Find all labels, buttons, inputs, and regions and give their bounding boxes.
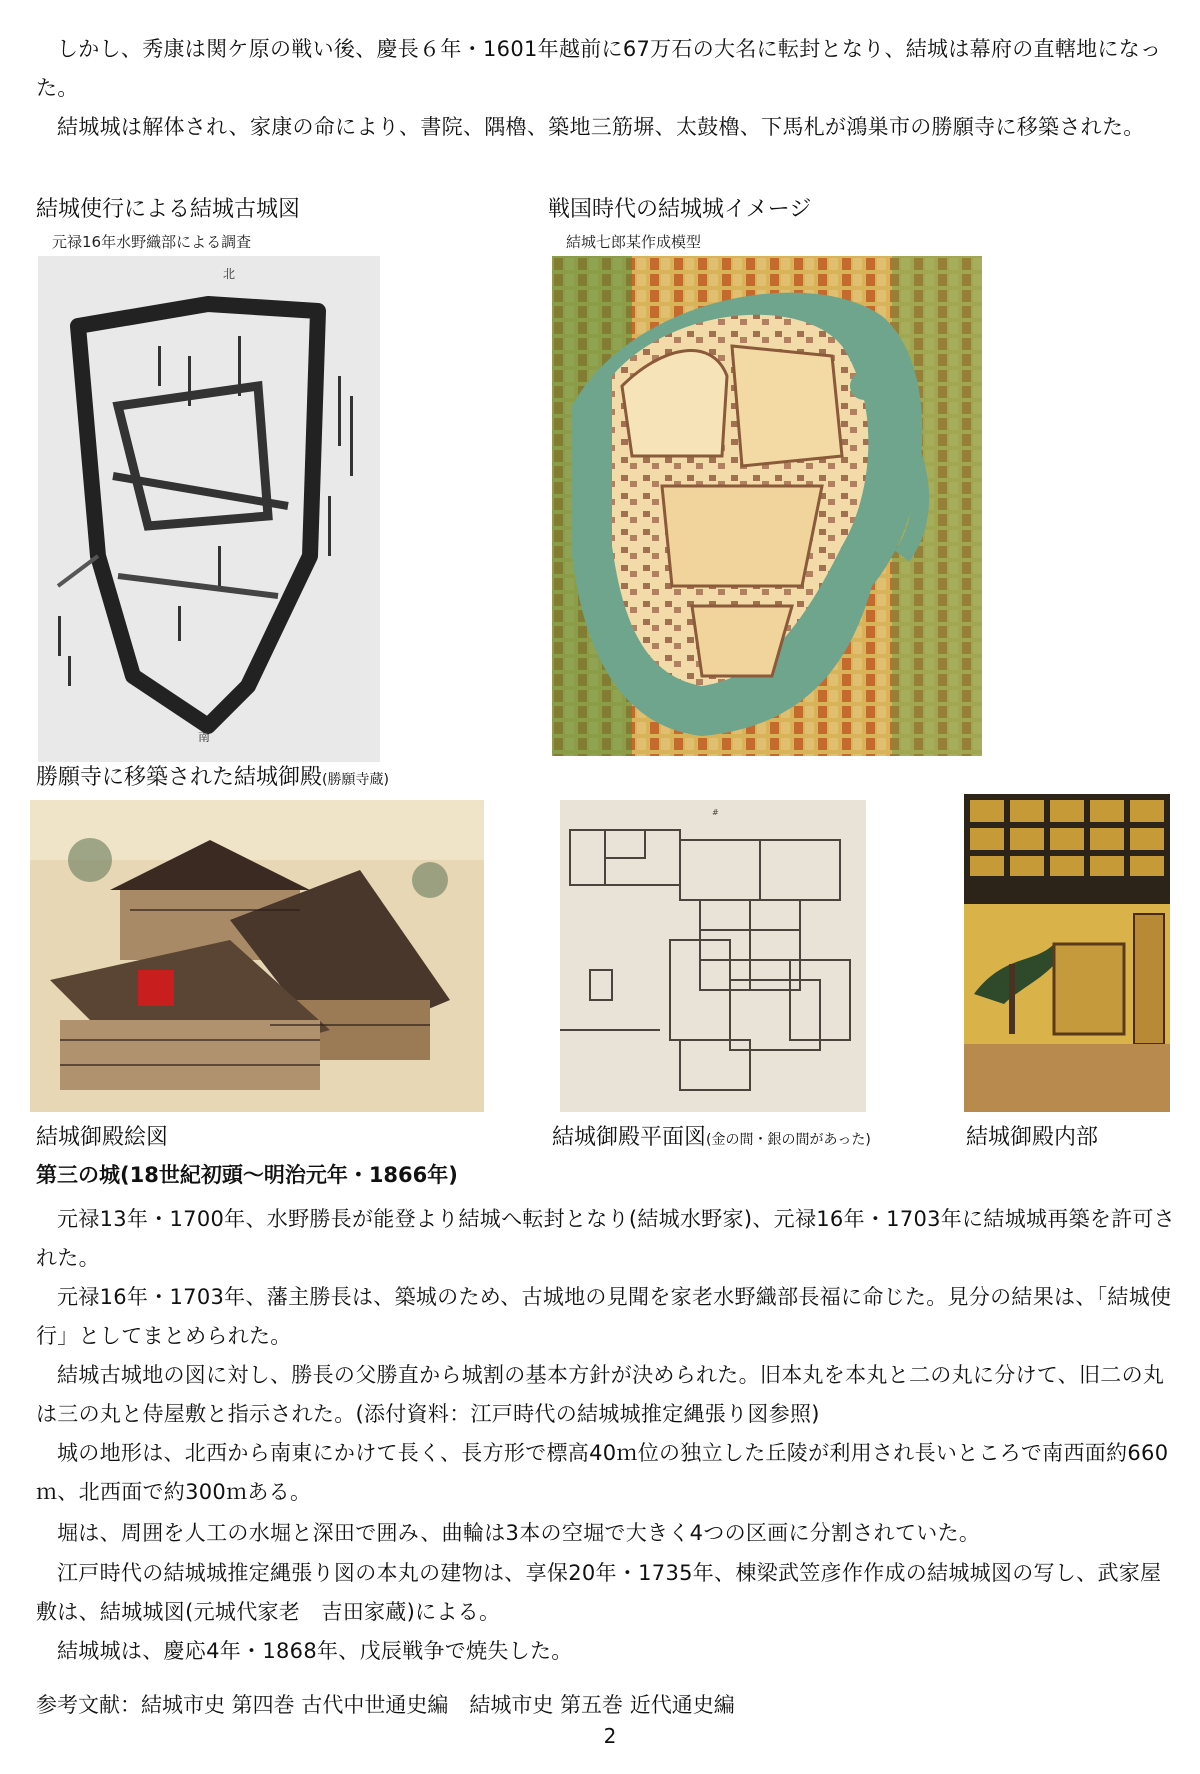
- references: 参考文献：結城市史 第四巻 古代中世通史編 結城市史 第五巻 近代通史編: [36, 1693, 735, 1717]
- palace-floor-plan-image: [560, 800, 866, 1112]
- old-map-subcaption: 元禄16年水野織部による調査: [52, 233, 252, 251]
- palace-section-caption: [36, 764, 389, 794]
- svg-text:南: 南: [198, 730, 211, 744]
- intro-paragraph-1: しかし、秀康は関ケ原の戦い後、慶長６年・1601年越前に67万石の大名に転封となり、結城は幕府の直轄地になった。: [36, 37, 1162, 100]
- palace-plan-caption-main: 結城御殿平面図: [552, 1125, 707, 1150]
- model-caption: 戦国時代の結城城イメージ: [548, 197, 812, 222]
- model-subcaption: 結城七郎某作成模型: [566, 233, 702, 251]
- old-map-caption: 結城使行による結城古城図: [36, 197, 301, 222]
- palace-interior-caption: 結城御殿内部: [966, 1125, 1099, 1150]
- section-heading: 第三の城(18世紀初頭〜明治元年・1866年): [36, 1163, 458, 1187]
- palace-section-caption-note: (勝願寺蔵): [322, 772, 389, 788]
- section-paragraph-2: 元禄16年・1703年、藩主勝長は、築城のため、古城地の見聞を家老水野織部長福に命じた。見分の結果は、「結城使行」としてまとめられた。: [36, 1285, 1172, 1348]
- palace-plan-caption: [552, 1124, 871, 1154]
- palace-section-caption-main: 勝願寺に移築された結城御殿: [36, 765, 323, 790]
- old-castle-map-image: [38, 256, 380, 762]
- section-paragraph-7: 結城城は、慶応4年・1868年、戊辰戦争で焼失した。: [57, 1639, 573, 1663]
- palace-painting-image: [30, 800, 484, 1112]
- palace-plan-caption-note: (金の間・銀の間があった): [706, 1132, 871, 1148]
- section-paragraph-6: 江戸時代の結城城推定縄張り図の本丸の建物は、享保20年・1735年、棟梁武笠彦作作成の結城城図の写し、武家屋敷は、結城城図(元城代家老 吉田家蔵)による。: [36, 1561, 1162, 1624]
- section-paragraph-1: 元禄13年・1700年、水野勝長が能登より結城へ転封となり(結城水野家)、元禄16年・1703年に結城城再築を許可された。: [36, 1207, 1176, 1270]
- section-paragraph-4: 城の地形は、北西から南東にかけて長く、長方形で標高40ｍ位の独立した丘陵が利用され長いところで南西面約660ｍ、北西面で約300ｍある。: [36, 1441, 1169, 1504]
- svg-text:北: 北: [223, 267, 236, 281]
- section-paragraph-5: 堀は、周囲を人工の水堀と深田で囲み、曲輪は3本の空堀で大きく4つの区画に分割されていた。: [57, 1521, 981, 1545]
- castle-model-image: [552, 256, 982, 756]
- intro-paragraph-2: 結城城は解体され、家康の命により、書院、隅櫓、築地三筋塀、太鼓櫓、下馬札が鴻巣市の勝願寺に移築された。: [57, 115, 1145, 139]
- svg-text:#: #: [712, 808, 719, 817]
- palace-painting-caption: 結城御殿絵図: [36, 1125, 169, 1150]
- page-number: 2: [603, 1724, 617, 1748]
- section-paragraph-3: 結城古城地の図に対し、勝長の父勝直から城割の基本方針が決められた。旧本丸を本丸と二の丸に分けて、旧二の丸は三の丸と侍屋敷と指示された。(添付資料：江戸時代の結城城推定縄張り図参照): [36, 1363, 1165, 1426]
- palace-interior-image: [964, 794, 1170, 1112]
